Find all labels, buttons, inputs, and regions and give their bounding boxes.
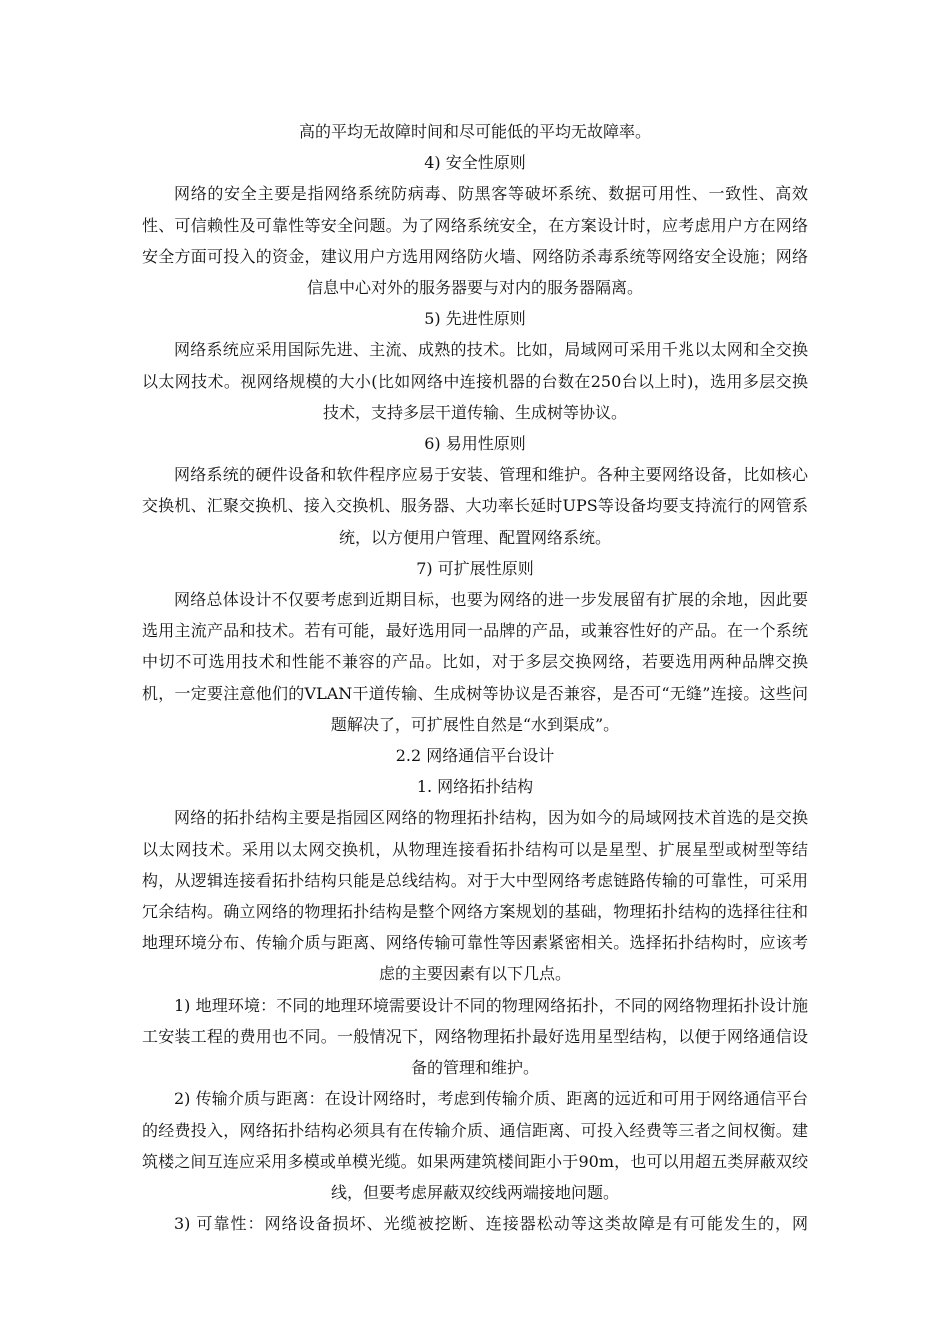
advanced-principle-heading: 5) 先进性原则	[424, 309, 526, 329]
factor-reliability: 3) 可靠性：网络设备损坏、光缆被挖断、连接器松动等这类故障是有可能发生的，网	[174, 1214, 808, 1234]
intro-continuation: 高的平均无故障时间和尽可能低的平均无故障率。	[298, 122, 651, 141]
usability-principle-text: 网络系统的硬件设备和软件程序应易于安装、管理和维护。各种主要网络设备，比如核心交换机、汇聚交换机、接入交换机、服务器、大功率长延时UPS等设备均要支持流行的网管系统，以方便用户管理、配置网络系统。	[142, 465, 808, 547]
section-title: 2.2 网络通信平台设计	[395, 746, 555, 766]
subsection-title: 1. 网络拓扑结构	[416, 777, 534, 797]
factor-geography: 1) 地理环境：不同的地理环境需要设计不同的物理网络拓扑，不同的网络物理拓扑设计施工安装工程的费用也不同。一般情况下，网络物理拓扑最好选用星型结构，以便于网络通信设备的管理和维护。	[142, 995, 808, 1078]
security-principle-text: 网络的安全主要是指网络系统防病毒、防黑客等破坏系统、数据可用性、一致性、高效性、可信赖性及可靠性等安全问题。为了网络系统安全，在方案设计时，应考虑用户方在网络安全方面可投入的资金，建议用户方选用网络防火墙、网络防杀毒系统等网络安全设施；网络信息中心对外的服务器要与对内的服务器隔离。	[142, 184, 808, 298]
topology-intro-text: 网络的拓扑结构主要是指园区网络的物理拓扑结构，因为如今的局域网技术首选的是交换以太网技术。采用以太网交换机，从物理连接看拓扑结构可以是星型、扩展星型或树型等结构，从逻辑连接看拓扑结构只能是总线结构。对于大中型网络考虑链路传输的可靠性，可采用冗余结构。确立网络的物理拓扑结构是整个网络方案规划的基础，物理拓扑结构的选择往往和地理环境分布、传输介质与距离、网络传输可靠性等因素紧密相关。选择拓扑结构时，应该考虑的主要因素有以下几点。	[142, 808, 808, 984]
usability-principle-heading: 6) 易用性原则	[424, 434, 526, 454]
advanced-principle-text: 网络系统应采用国际先进、主流、成熟的技术。比如，局域网可采用千兆以太网和全交换以太网技术。视网络规模的大小(比如网络中连接机器的台数在250台以上时)，选用多层交换技术，支持多层干道传输、生成树等协议。	[142, 340, 808, 422]
scalability-principle-text: 网络总体设计不仅要考虑到近期目标，也要为网络的进一步发展留有扩展的余地，因此要选用主流产品和技术。若有可能，最好选用同一品牌的产品，或兼容性好的产品。在一个系统中切不可选用技术和性能不兼容的产品。比如，对于多层交换网络，若要选用两种品牌交换机，一定要注意他们的VLAN干道传输、生成树等协议是否兼容，是否可“无缝”连接。这些问题解决了，可扩展性自然是“水到渠成”。	[142, 590, 808, 734]
factor-medium-distance: 2) 传输介质与距离：在设计网络时，考虑到传输介质、距离的远近和可用于网络通信平台的经费投入，网络拓扑结构必须具有在传输介质、通信距离、可投入经费等三者之间权衡。建筑楼之间互连应采用多模或单模光缆。如果两建筑楼间距小于90m，也可以用超五类屏蔽双绞线，但要考虑屏蔽双绞线两端接地问题。	[142, 1089, 808, 1202]
scalability-principle-heading: 7) 可扩展性原则	[416, 558, 534, 578]
document-page	[142, 116, 808, 1239]
security-principle-heading: 4) 安全性原则	[424, 153, 526, 173]
